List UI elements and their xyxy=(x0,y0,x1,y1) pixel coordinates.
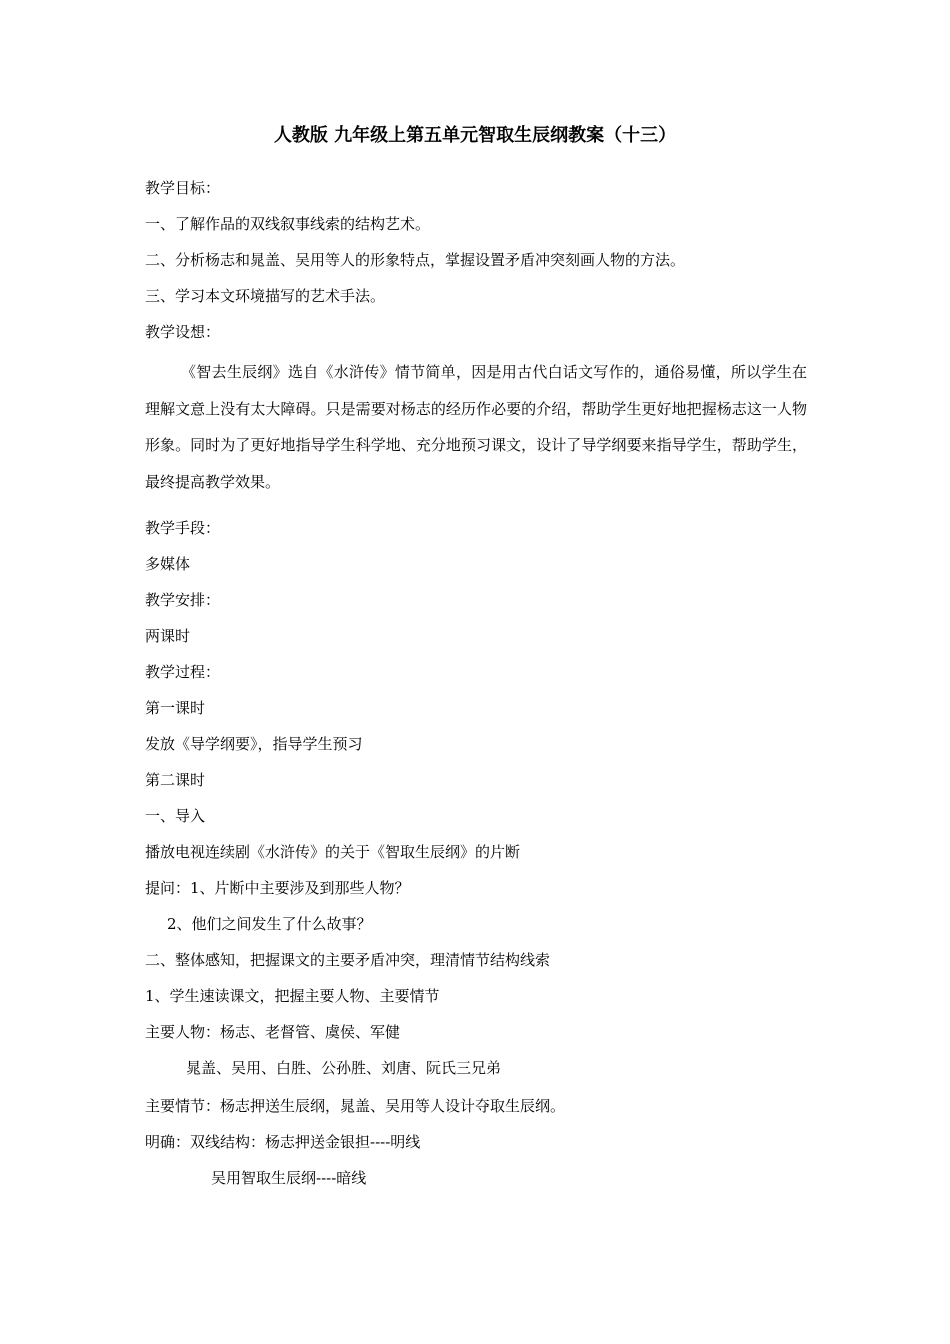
text-line: 第一课时 xyxy=(145,699,206,717)
text-line: 二、整体感知，把握课文的主要矛盾冲突，理清情节结构线索 xyxy=(145,951,551,969)
text-line: 主要人物：杨志、老督管、虞侯、军健 xyxy=(145,1023,401,1041)
document-title: 人教版 九年级上第五单元智取生辰纲教案（十三） xyxy=(273,125,677,146)
text-line: 播放电视连续剧《水浒传》的关于《智取生辰纲》的片断 xyxy=(145,843,521,861)
text-line: 二、分析杨志和晁盖、吴用等人的形象特点，掌握设置矛盾冲突刻画人物的方法。 xyxy=(145,251,686,269)
text-line: 2、他们之间发生了什么故事？ xyxy=(167,915,372,933)
text-line: 晁盖、吴用、白胜、公孙胜、刘唐、阮氏三兄弟 xyxy=(186,1059,502,1077)
text-line: 多媒体 xyxy=(145,555,191,573)
text-line: 教学过程： xyxy=(145,663,221,681)
body-paragraph: 《智去生辰纲》选自《水浒传》情节简单，因是用古代白话文写作的，通俗易懂，所以学生在理解文意上没有太大障碍。只是需要对杨志的经历作必要的介绍，帮助学生更好地把握杨志这一人物形象。同时为了更好地指导学生科学地、充分地预习课文，设计了导学纲要来指导学生，帮助学生，最终提高教学效果。 xyxy=(145,363,807,491)
text-line: 发放《导学纲要》，指导学生预习 xyxy=(145,735,363,753)
text-line: 主要情节：杨志押送生辰纲，晁盖、吴用等人设计夺取生辰纲。 xyxy=(145,1097,566,1115)
text-line: 两课时 xyxy=(145,627,191,645)
text-line: 明确：双线结构：杨志押送金银担----明线 xyxy=(145,1133,421,1151)
text-line: 三、学习本文环境描写的艺术手法。 xyxy=(145,287,386,305)
text-line: 吴用智取生辰纲----暗线 xyxy=(211,1169,367,1187)
text-line: 教学目标： xyxy=(145,179,221,197)
text-line: 教学安排： xyxy=(145,591,221,609)
text-line: 一、导入 xyxy=(145,807,206,825)
text-line: 教学设想： xyxy=(145,323,221,341)
text-line: 一、了解作品的双线叙事线索的结构艺术。 xyxy=(145,215,431,233)
text-line: 提问：1、片断中主要涉及到那些人物？ xyxy=(145,879,410,897)
text-line: 第二课时 xyxy=(145,771,206,789)
text-line: 教学手段： xyxy=(145,519,221,537)
text-line: 1、学生速读课文，把握主要人物、主要情节 xyxy=(145,987,440,1005)
